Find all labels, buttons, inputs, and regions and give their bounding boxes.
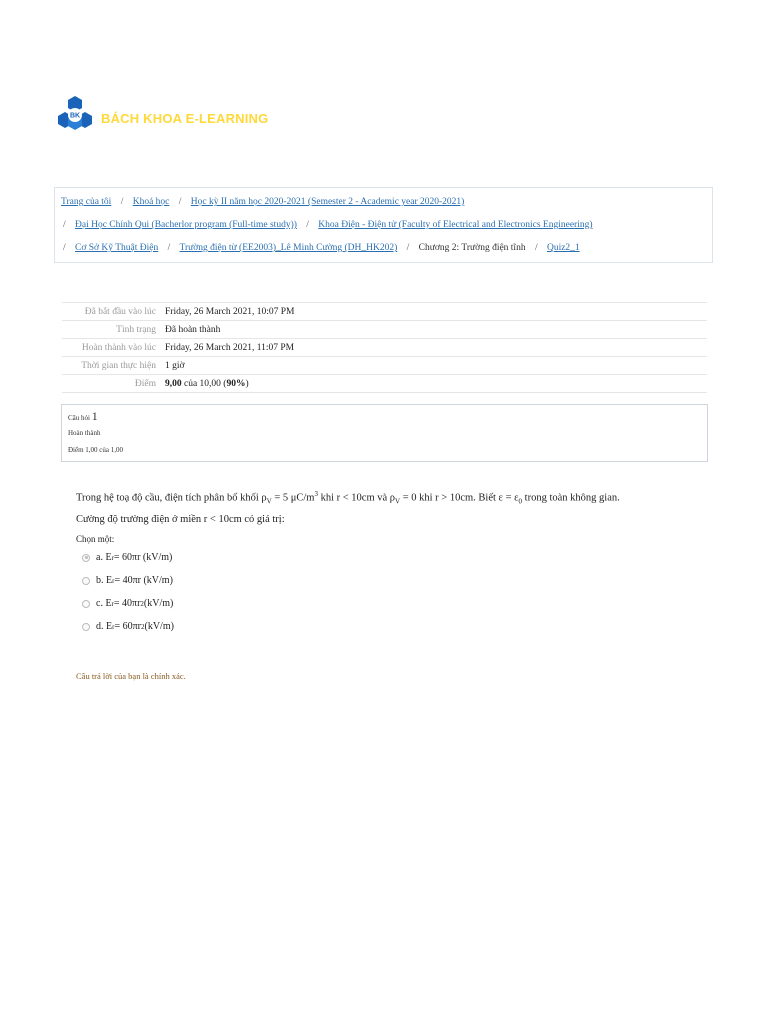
radio-icon[interactable] bbox=[82, 577, 90, 585]
radio-selected-icon[interactable] bbox=[82, 554, 90, 562]
completed-value: Friday, 26 March 2021, 11:07 PM bbox=[165, 339, 707, 357]
summary-row-grade bbox=[62, 375, 707, 393]
summary-row-started bbox=[62, 303, 707, 321]
breadcrumb-my-home[interactable]: Trang của tôi bbox=[61, 197, 112, 207]
breadcrumb-separator: / bbox=[120, 197, 124, 207]
question-subscript: 0 bbox=[518, 497, 523, 506]
answer-option-d[interactable] bbox=[82, 621, 174, 632]
question-text bbox=[76, 486, 686, 528]
option-superscript: 2 bbox=[140, 599, 144, 608]
answer-prompt: Chọn một: bbox=[76, 534, 115, 544]
answer-feedback: Câu trả lời của bạn là chính xác. bbox=[76, 671, 186, 681]
breadcrumb-line-3 bbox=[61, 243, 580, 253]
breadcrumb-course[interactable]: Trường điện từ (EE2003)_Lê Minh Cường (DH_HK202) bbox=[179, 243, 398, 253]
breadcrumb-separator: / bbox=[178, 197, 182, 207]
grade-of: của 10,00 ( bbox=[181, 378, 227, 389]
option-subscript: r bbox=[112, 576, 115, 585]
time-taken-value: 1 giờ bbox=[165, 357, 707, 375]
question-state: Hoàn thành bbox=[68, 429, 101, 437]
option-subscript: r bbox=[111, 553, 114, 562]
option-text: = 40πr bbox=[113, 598, 141, 609]
grade-label: Điểm bbox=[62, 375, 165, 393]
option-text: (kV/m) bbox=[143, 598, 174, 609]
question-superscript: 3 bbox=[314, 490, 318, 498]
question-subscript: V bbox=[395, 497, 401, 506]
option-text: = 60πr (kV/m) bbox=[113, 552, 173, 563]
breadcrumb-department[interactable]: Cơ Sở Kỹ Thuật Điện bbox=[75, 243, 159, 253]
question-info-box bbox=[61, 404, 708, 462]
option-text: = 40πr (kV/m) bbox=[114, 575, 173, 586]
svg-text:BK: BK bbox=[69, 112, 81, 120]
option-subscript: r bbox=[111, 599, 114, 608]
option-text: a. E bbox=[96, 552, 112, 563]
question-text-line-2: Cường độ trường điện ở miền r < 10cm có giá trị: bbox=[76, 513, 285, 525]
answer-option-a[interactable] bbox=[82, 552, 172, 563]
question-text-part: Trong hệ toạ độ cầu, điện tích phân bố khối ρ bbox=[76, 492, 267, 504]
breadcrumb-faculty[interactable]: Khoa Điện - Điện tử (Faculty of Electrical and Electronics Engineering) bbox=[318, 220, 593, 230]
radio-icon[interactable] bbox=[82, 600, 90, 608]
summary-row-state bbox=[62, 321, 707, 339]
option-text: b. E bbox=[96, 575, 113, 586]
question-text-part: = 5 μC/m bbox=[271, 492, 315, 504]
breadcrumb-separator: / bbox=[306, 220, 309, 230]
breadcrumb-courses[interactable]: Khoá học bbox=[132, 197, 170, 207]
question-text-line-1 bbox=[76, 486, 686, 511]
breadcrumb-semester[interactable]: Học kỳ II năm học 2020-2021 (Semester 2 - Academic year 2020-2021) bbox=[190, 197, 465, 207]
question-number-value: 1 bbox=[91, 409, 98, 423]
state-value: Đã hoàn thành bbox=[165, 321, 707, 339]
grade-score: 9,00 bbox=[165, 378, 182, 389]
breadcrumb-separator: / bbox=[63, 220, 66, 230]
breadcrumb-separator: / bbox=[167, 243, 171, 253]
option-text: = 60πr bbox=[114, 621, 141, 632]
option-subscript: r bbox=[112, 622, 115, 631]
breadcrumb-line-2 bbox=[61, 220, 593, 230]
grade-value bbox=[165, 375, 707, 393]
started-value: Friday, 26 March 2021, 10:07 PM bbox=[165, 303, 707, 321]
attempt-summary-table bbox=[62, 302, 707, 393]
state-label: Tình trạng bbox=[62, 321, 165, 339]
question-text-part: trong toàn không gian. bbox=[522, 492, 620, 504]
breadcrumb-separator: / bbox=[63, 243, 66, 253]
radio-icon[interactable] bbox=[82, 623, 90, 631]
time-taken-label: Thời gian thực hiện bbox=[62, 357, 165, 375]
grade-percent: 90% bbox=[226, 378, 246, 389]
grade-close: ) bbox=[245, 378, 249, 389]
started-label: Đã bắt đầu vào lúc bbox=[62, 303, 165, 321]
question-subscript: V bbox=[266, 497, 272, 506]
breadcrumb-separator: / bbox=[534, 243, 538, 253]
summary-row-completed bbox=[62, 339, 707, 357]
answer-option-c[interactable] bbox=[82, 598, 173, 609]
option-superscript: 2 bbox=[140, 622, 145, 631]
question-text-part: = 0 khi r > 10cm. Biết ε = ε bbox=[400, 492, 519, 504]
question-text-part: khi r < 10cm và ρ bbox=[317, 492, 396, 504]
option-text: d. E bbox=[96, 621, 113, 632]
breadcrumb-chapter: Chương 2: Trường điện tĩnh bbox=[418, 243, 526, 253]
answer-option-b[interactable] bbox=[82, 575, 173, 586]
breadcrumb-separator: / bbox=[406, 243, 410, 253]
bk-logo-icon bbox=[56, 95, 94, 133]
site-logo[interactable] bbox=[56, 95, 268, 133]
question-mark: Điểm 1,00 của 1,00 bbox=[68, 446, 124, 454]
option-text: c. E bbox=[96, 598, 112, 609]
question-label: Câu hỏi bbox=[68, 414, 92, 422]
completed-label: Hoàn thành vào lúc bbox=[62, 339, 165, 357]
option-text: (kV/m) bbox=[144, 621, 174, 632]
breadcrumb-line-1 bbox=[61, 197, 464, 207]
question-number bbox=[68, 409, 98, 424]
breadcrumb-program[interactable]: Đại Học Chính Qui (Bacherlor program (Full-time study)) bbox=[75, 220, 297, 230]
breadcrumb-quiz[interactable]: Quiz2_1 bbox=[546, 243, 580, 253]
site-title: BÁCH KHOA E-LEARNING bbox=[101, 111, 269, 126]
summary-row-time bbox=[62, 357, 707, 375]
breadcrumb bbox=[54, 187, 713, 263]
